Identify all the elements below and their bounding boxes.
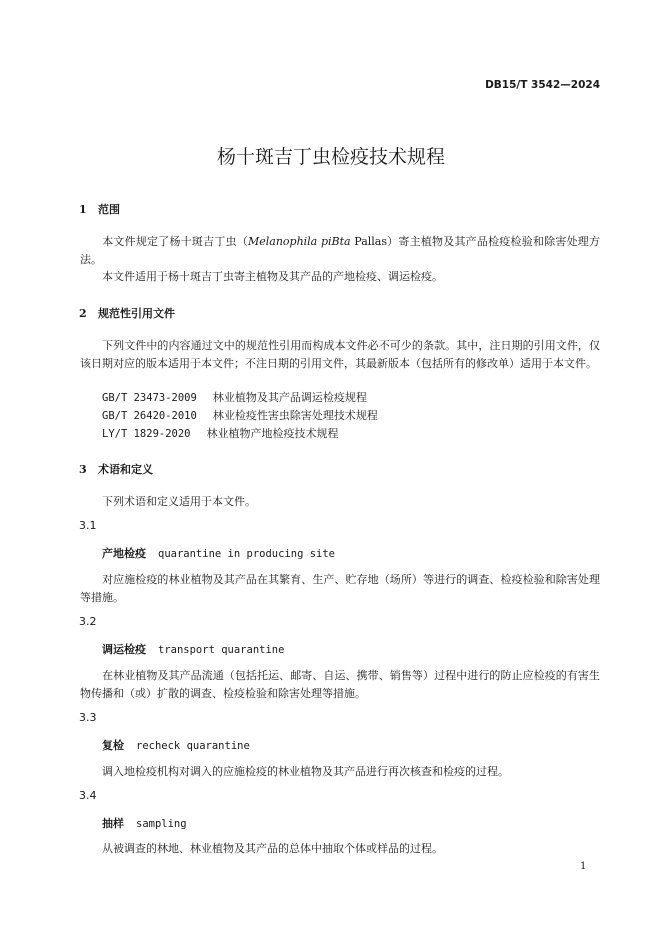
reference-code: LY/T 1829-2020	[102, 428, 191, 440]
term-number: 3.3	[79, 711, 97, 724]
reference-item	[102, 425, 339, 441]
term-english: sampling	[136, 818, 187, 830]
page-number: 1	[580, 861, 587, 872]
term-chinese: 产地检疫	[102, 547, 146, 560]
term-title	[102, 815, 187, 831]
section-3-intro: 下列术语和定义适用于本文件。	[102, 495, 256, 508]
reference-code: GB/T 23473-2009	[102, 392, 197, 404]
section-number: 3	[79, 463, 87, 476]
reference-title: 林业植物产地检疫技术规程	[206, 427, 339, 440]
term-number: 3.2	[79, 615, 97, 628]
section-number: 2	[79, 307, 87, 320]
term-definition	[80, 840, 600, 858]
term-title	[102, 545, 335, 561]
term-definition	[80, 571, 600, 606]
text-run: 在林业植物及其产品流通（包括托运、邮寄、自运、携带、销售等）过程中进行的防止应检疫的有害生物传播和（或）扩散的调查、检疫检验和除害处理等措施。	[80, 669, 600, 700]
text-run: 从被调查的林地、林业植物及其产品的总体中抽取个体或样品的过程。	[102, 842, 443, 855]
term-english: quarantine in producing site	[158, 548, 336, 560]
section-2-paragraph	[80, 337, 600, 372]
reference-item	[102, 407, 378, 423]
term-definition	[80, 667, 600, 702]
text-run: Pallas）寄主植物及其产品检疫检验和除害处理方法。	[80, 235, 601, 266]
term-chinese: 调运检疫	[102, 643, 146, 656]
section-1-paragraph-2	[80, 268, 600, 286]
section-2-heading	[79, 305, 175, 321]
reference-title: 林业检疫性害虫除害处理技术规程	[212, 409, 378, 422]
term-chinese: 抽样	[102, 817, 124, 830]
reference-title: 林业植物及其产品调运检疫规程	[212, 391, 367, 404]
reference-code: GB/T 26420-2010	[102, 410, 197, 422]
text-run: 对应施检疫的林业植物及其产品在其繁育、生产、贮存地（场所）等进行的调查、检疫检验和除害处理等措施。	[80, 573, 600, 604]
section-3-heading	[79, 461, 153, 477]
section-title: 术语和定义	[98, 463, 153, 476]
text-run: 本文件适用于杨十斑吉丁虫寄主植物及其产品的产地检疫、调运检疫。	[102, 270, 443, 283]
section-title: 规范性引用文件	[98, 307, 175, 320]
section-1-heading	[79, 201, 120, 217]
text-run: 调入地检疫机构对调入的应施检疫的林业植物及其产品进行再次核查和检疫的过程。	[102, 765, 509, 778]
term-title	[102, 737, 250, 753]
section-title: 范围	[98, 203, 120, 216]
term-number: 3.1	[79, 519, 97, 532]
document-code: DB15/T 3542—2024	[485, 79, 600, 91]
page-title: 杨十斑吉丁虫检疫技术规程	[216, 146, 445, 168]
term-chinese: 复检	[102, 739, 124, 752]
term-english: transport quarantine	[158, 644, 285, 656]
latin-name: Melanophila piBta	[247, 235, 351, 248]
section-1-paragraph-1	[80, 233, 600, 268]
text-run: 本文件规定了杨十斑吉丁虫（	[102, 235, 248, 248]
section-number: 1	[79, 203, 87, 216]
text-run: 下列文件中的内容通过文中的规范性引用而构成本文件必不可少的条款。其中，注日期的引用文件，仅该日期对应的版本适用于本文件；不注日期的引用文件，其最新版本（包括所有的修改单）适用于本文件。	[80, 339, 600, 370]
term-definition	[80, 763, 600, 781]
term-english: recheck quarantine	[136, 740, 250, 752]
term-title	[102, 641, 284, 657]
reference-item	[102, 389, 367, 405]
term-number: 3.4	[79, 789, 97, 802]
